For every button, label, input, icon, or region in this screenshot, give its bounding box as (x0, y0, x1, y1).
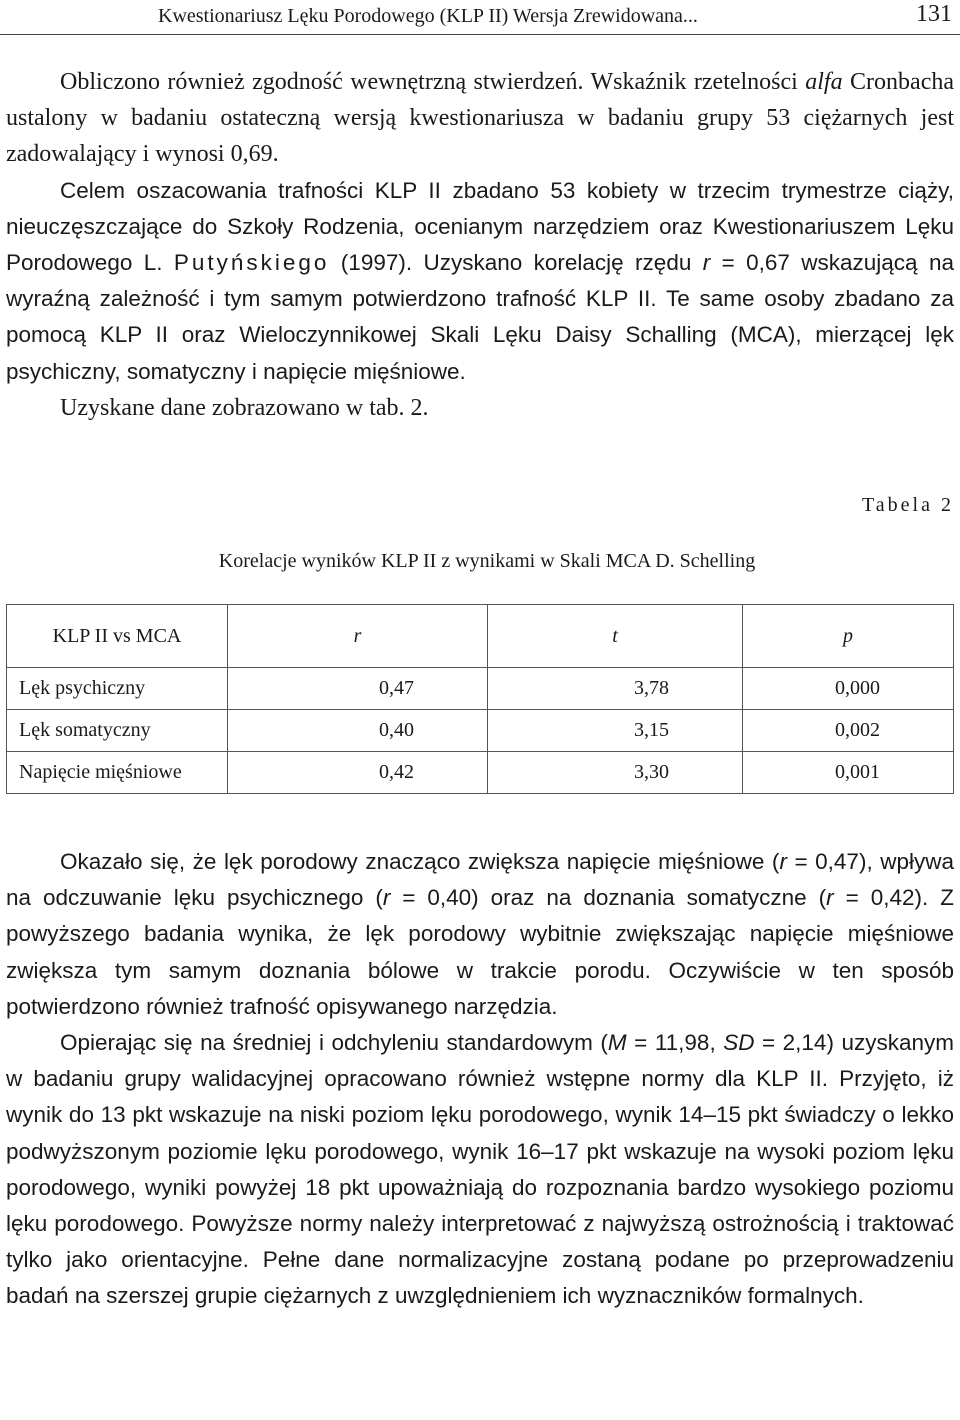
r-symbol: r (702, 250, 711, 276)
cell-r: 0,42 (228, 752, 488, 794)
cell-p: 0,000 (743, 668, 954, 710)
conclusion-section (6, 844, 954, 1315)
paragraph-findings: Okazało się, że lęk porodowy znacząco zwiększa napięcie mięśniowe (r = 0,47), wpływa na odczuwanie lęku psychicznego (r = 0,40) oraz na doznania somatyczne (r = 0,42). Z powyższego badania wynika, że lęk porodowy wybitnie zwiększając napięcie mięśniowe zwiększa tym samym doznania bólowe w trakcie porodu. Oczywiście w ten sposób potwierdzono również trafność opisywanego narzędzia. (6, 849, 955, 1019)
cell-p: 0,001 (743, 752, 954, 794)
table-label: Tabela 2 (861, 494, 954, 516)
cell-t: 3,15 (488, 710, 743, 752)
table-caption: Korelacje wyników KLP II z wynikami w Skali MCA D. Schelling (218, 550, 756, 572)
paragraph-reliability: Obliczono również zgodność wewnętrzną stwierdzeń. Wskaźnik rzetelności alfa Cronbacha ustalony w badaniu ostateczną wersją kwestionariusza w badaniu grupy 53 ciężarnych jest zadowalający i wynosi 0,69. (6, 69, 954, 168)
cell-r: 0,47 (228, 668, 488, 710)
row-label: Napięcie mięśniowe (7, 752, 228, 794)
cell-t: 3,78 (488, 668, 743, 710)
header-cell-t: t (488, 605, 743, 668)
header-cell-r: r (228, 605, 488, 668)
header-cell-p: p (743, 605, 954, 668)
row-label: Lęk psychiczny (7, 668, 228, 710)
cell-r: 0,40 (228, 710, 488, 752)
cell-t: 3,30 (488, 752, 743, 794)
table-row (7, 668, 954, 710)
author-name: Putyńskiego (173, 250, 330, 276)
row-label: Lęk somatyczny (7, 710, 228, 752)
correlation-table (6, 604, 954, 794)
running-title: Kwestionariusz Lęku Porodowego (KLP II) Wersja Zrewidowana... (158, 5, 698, 27)
intro-section (6, 64, 954, 426)
header-cell-comparison: KLP II vs MCA (7, 605, 228, 668)
table-row (7, 752, 954, 794)
alfa-term: alfa (805, 69, 843, 95)
paragraph-table-ref: Uzyskane dane zobrazowano w tab. 2. (60, 394, 429, 421)
cell-p: 0,002 (743, 710, 954, 752)
paragraph-validity: Celem oszacowania trafności KLP II zbadano 53 kobiety w trzecim trymestrze ciąży, nieuczęszczające do Szkoły Rodzenia, ocenianym narzędziem oraz Kwestionariuszem Lęku Porodowego L. Putyńskiego (1997). Uzyskano korelację rzędu r = 0,67 wskazującą na wyraźną zależność i tym samym potwierdzono trafność KLP II. Te same osoby zbadano za pomocą KLP II oraz Wieloczynnikowej Skali Lęku Daisy Schalling (MCA), mierzącej lęk psychiczny, somatyczny i napięcie mięśniowe. (6, 177, 954, 384)
paragraph-norms: Opierając się na średniej i odchyleniu standardowym (M = 11,98, SD = 2,14) uzyskanym w badaniu grupy walidacyjnej opracowano również wstępne normy dla KLP II. Przyjęto, iż wynik do 13 pkt wskazuje na niski poziom lęku porodowego, wynik 14–15 pkt świadczy o lekko podwyższonym poziomie lęku porodowego, wynik 16–17 pkt wskazuje na wysoki poziom lęku porodowego, wyniki powyżej 18 pkt upoważniają do rozpoznania bardzo wysokiego poziomu lęku porodowego. Powyższe normy należy interpretować z najwyższą ostrożnością i traktować tylko jako orientacyjne. Pełne dane normalizacyjne zostaną podane po przeprowadzeniu badań na szerszej grupie ciężarnych z uwzględnieniem ich wyznaczników formalnych. (6, 1030, 954, 1309)
running-header (0, 0, 960, 35)
table-row (7, 710, 954, 752)
table-header-row (7, 605, 954, 668)
page-number: 131 (916, 1, 952, 27)
